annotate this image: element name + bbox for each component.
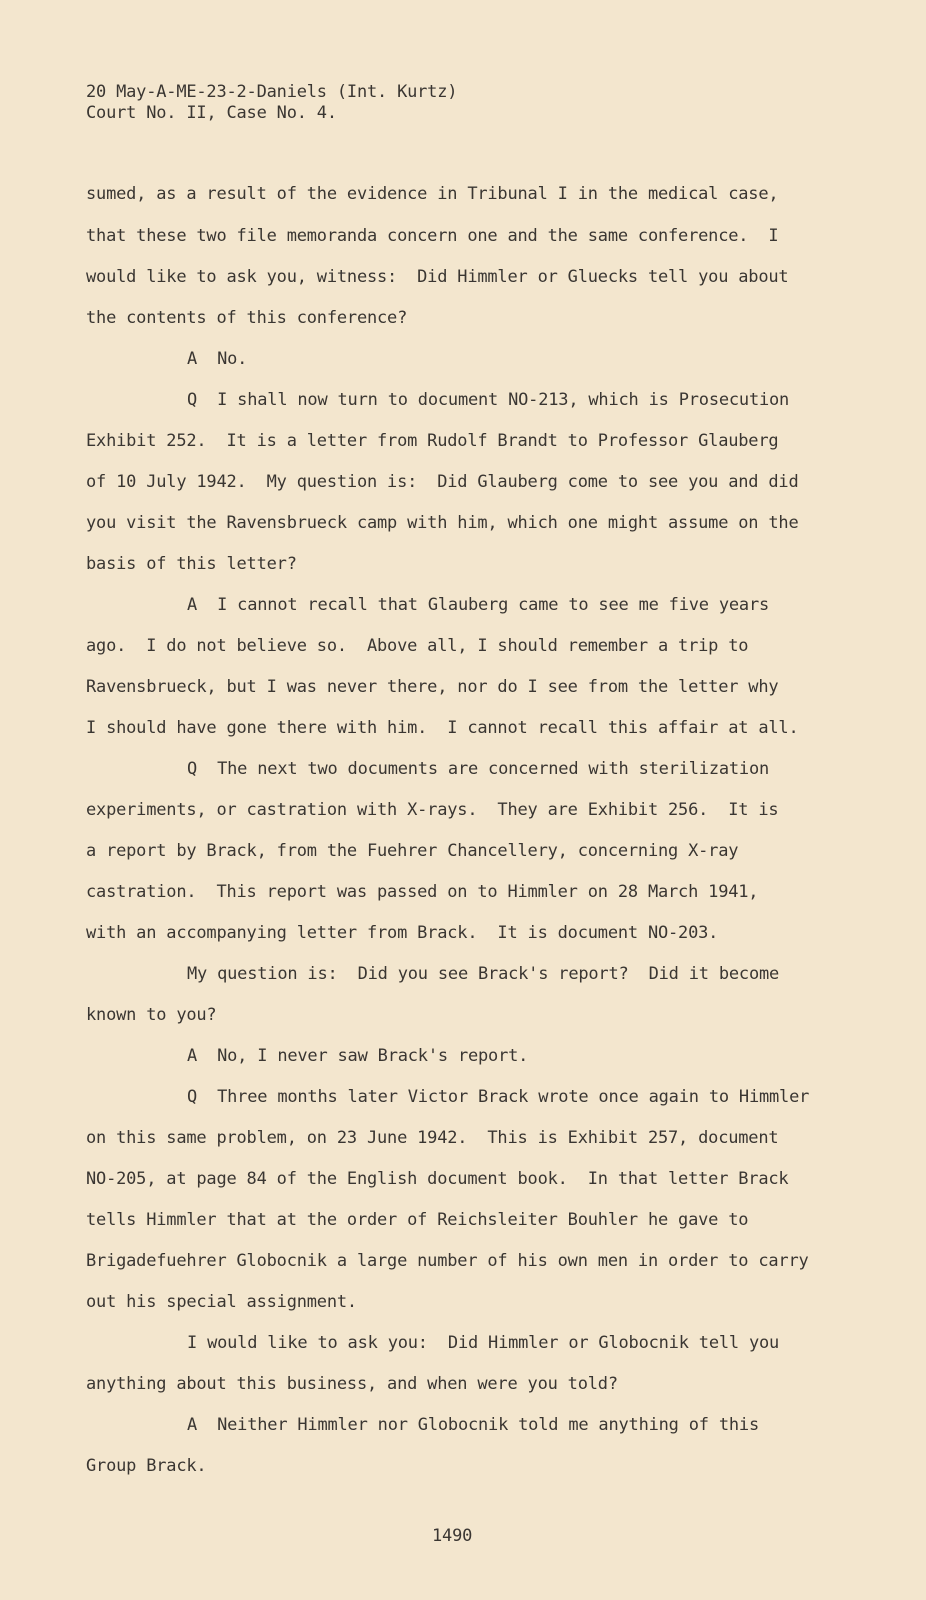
body-line: My question is: Did you see Brack's report? Did it become bbox=[187, 964, 780, 984]
body-line: sumed, as a result of the evidence in Tribunal I in the medical case, bbox=[86, 184, 779, 204]
body-line: I should have gone there with him. I cannot recall this affair at all. bbox=[86, 718, 799, 738]
body-line: basis of this letter? bbox=[86, 554, 297, 574]
document-header bbox=[86, 82, 457, 124]
body-line: known to you? bbox=[86, 1005, 217, 1025]
body-line: A Neither Himmler nor Globocnik told me anything of this bbox=[187, 1415, 759, 1435]
body-line: Q The next two documents are concerned with sterilization bbox=[187, 759, 770, 779]
body-line: you visit the Ravensbrueck camp with him, which one might assume on the bbox=[86, 513, 799, 533]
body-line: Q I shall now turn to document NO-213, which is Prosecution bbox=[187, 390, 790, 410]
body-line: anything about this business, and when were you told? bbox=[86, 1374, 618, 1394]
body-line: would like to ask you, witness: Did Himmler or Gluecks tell you about bbox=[86, 267, 789, 287]
body-line: Q Three months later Victor Brack wrote once again to Himmler bbox=[187, 1087, 810, 1107]
body-line: I would like to ask you: Did Himmler or Globocnik tell you bbox=[187, 1333, 780, 1353]
body-line: castration. This report was passed on to Himmler on 28 March 1941, bbox=[86, 882, 759, 902]
body-line: A No. bbox=[187, 349, 248, 369]
page-number: 1490 bbox=[432, 1526, 473, 1546]
body-line: NO-205, at page 84 of the English document book. In that letter Brack bbox=[86, 1169, 789, 1189]
body-line: Ravensbrueck, but I was never there, nor do I see from the letter why bbox=[86, 677, 779, 697]
body-line: that these two file memoranda concern one and the same conference. I bbox=[86, 226, 779, 246]
body-line: the contents of this conference? bbox=[86, 308, 408, 328]
body-line: A No, I never saw Brack's report. bbox=[187, 1046, 529, 1066]
body-line: Brigadefuehrer Globocnik a large number of his own men in order to carry bbox=[86, 1251, 809, 1271]
header-line-1: 20 May-A-ME-23-2-Daniels (Int. Kurtz) bbox=[86, 82, 458, 102]
body-line: out his special assignment. bbox=[86, 1292, 357, 1312]
body-line: Exhibit 252. It is a letter from Rudolf Brandt to Professor Glauberg bbox=[86, 431, 779, 451]
body-line: on this same problem, on 23 June 1942. This is Exhibit 257, document bbox=[86, 1128, 779, 1148]
body-line: a report by Brack, from the Fuehrer Chancellery, concerning X-ray bbox=[86, 841, 739, 861]
body-line: tells Himmler that at the order of Reichsleiter Bouhler he gave to bbox=[86, 1210, 749, 1230]
body-line: A I cannot recall that Glauberg came to see me five years bbox=[187, 595, 770, 615]
body-line: Group Brack. bbox=[86, 1456, 207, 1476]
body-line: with an accompanying letter from Brack. It is document NO-203. bbox=[86, 923, 719, 943]
header-line-2: Court No. II, Case No. 4. bbox=[86, 103, 337, 123]
body-line: experiments, or castration with X-rays. They are Exhibit 256. It is bbox=[86, 800, 779, 820]
body-line: ago. I do not believe so. Above all, I should remember a trip to bbox=[86, 636, 749, 656]
body-line: of 10 July 1942. My question is: Did Glauberg come to see you and did bbox=[86, 472, 799, 492]
